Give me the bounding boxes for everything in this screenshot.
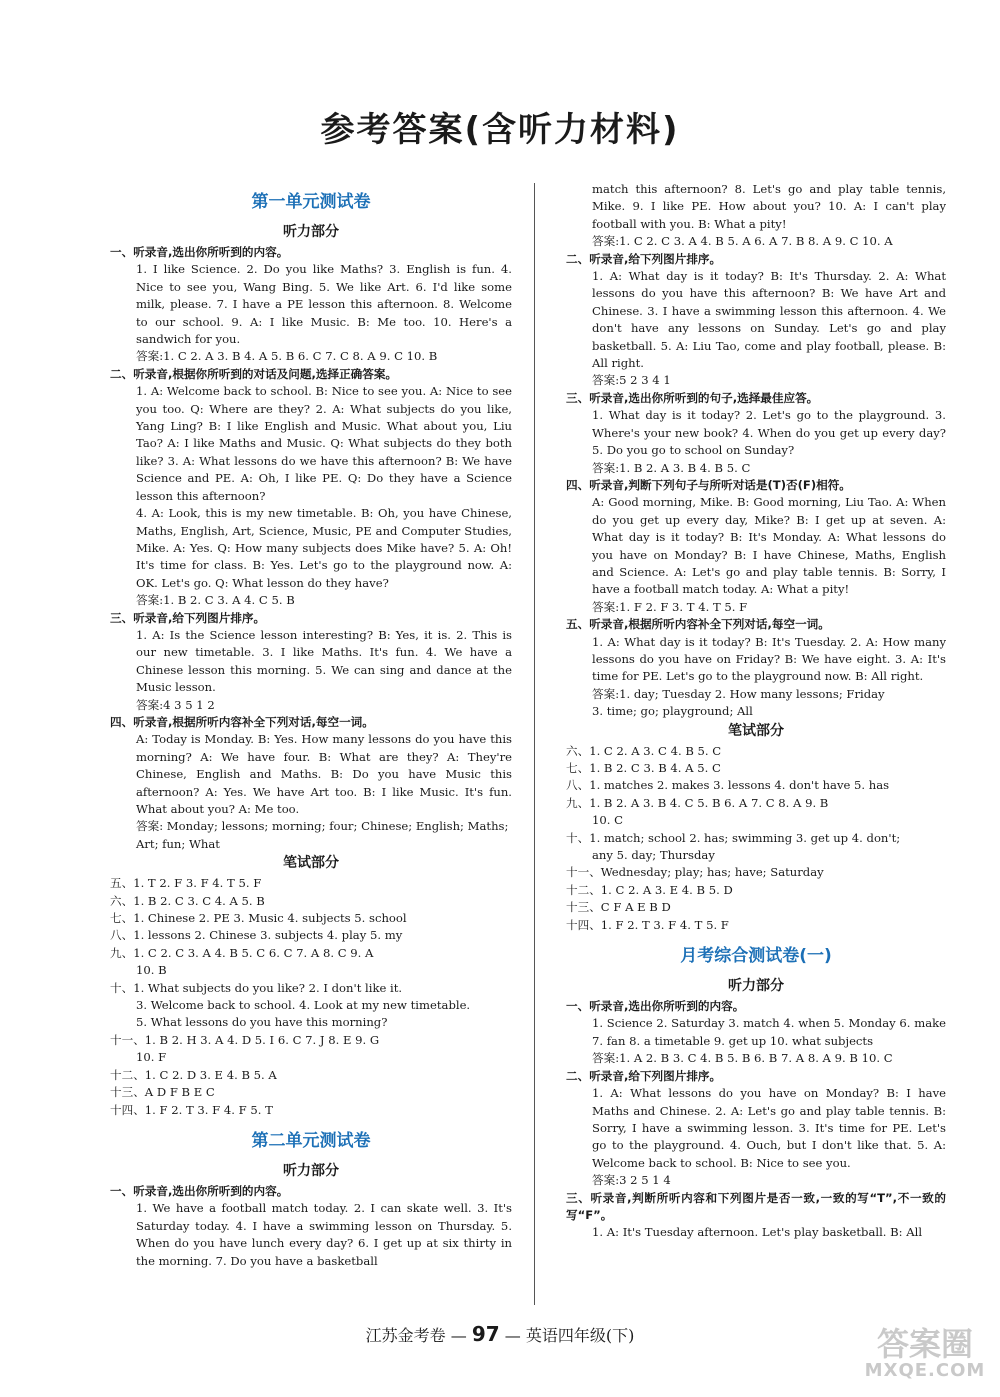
part-heading: 听力部分: [728, 978, 784, 995]
watermark-url: MXQE.COM: [864, 1360, 986, 1381]
page-title: 参考答案(含听力材料): [320, 110, 680, 150]
answer-line: 十四、1. F 2. T 3. F 4. F 5. T: [110, 1102, 273, 1117]
question-heading: 二、听录音,给下列图片排序。: [566, 251, 722, 266]
answer-line: 答案:5 2 3 4 1: [592, 373, 671, 388]
answer-line: 答案:1. C 2. C 3. A 4. B 5. A 6. A 7. B 8. A 9. C 10. A: [592, 234, 893, 249]
listening-script: 1. We have a football match today. 2. I can skate well. 3. It's Saturday today. 4. I have a swimming lesson on Thursday. 5. When do you have lunch every day? 6. I get up at six thirty in the morning. 7. Do you have a basketball: [136, 1201, 512, 1268]
answer-line: 3. time; go; playground; All: [592, 704, 753, 719]
question-heading: 三、听录音,选出你所听到的句子,选择最佳应答。: [566, 390, 819, 405]
question-heading: 三、听录音,判断所听内容和下列图片是否一致,一致的写“T”,不一致的写“F”。: [566, 1190, 946, 1222]
footer-subject: — 英语四年级(下): [504, 1326, 635, 1345]
answer-line: 十四、1. F 2. T 3. F 4. T 5. F: [566, 917, 729, 932]
listening-script: 1. A: Is the Science lesson interesting? B: Yes, it is. 2. This is our new timetable. 3. I like Maths. It's fun. 4. We have a Chinese lesson this morning. 5. We can sing and dance at the Music lesson.: [136, 627, 512, 695]
listening-script: 1. What day is it today? 2. Let's go to the playground. 3. Where's your new book? 4. When do you get up every day? 5. Do you go to school on Sunday?: [592, 408, 946, 458]
section-title: 第一单元测试卷: [251, 192, 371, 212]
answer-line: 五、1. T 2. F 3. F 4. T 5. F: [110, 876, 262, 891]
listening-script: 1. A: What day is it today? B: It's Thursday. 2. A: What lessons do you have this afternoon? B: We have Art and Chinese. 3. I have a swimming lesson this afternoon. 4. We don't have any lessons on Sunday. Let's go and play basketball. 5. A: Liu Tao, come and play football, please. B: All right.: [592, 269, 946, 371]
section-title: 第二单元测试卷: [251, 1130, 371, 1151]
footer-book-title: 江苏金考卷 —: [365, 1326, 467, 1345]
part-heading: 听力部分: [283, 1162, 339, 1179]
left-column: [110, 188, 512, 1397]
part-heading: 听力部分: [283, 224, 339, 240]
answer-line: 十三、A D F B E C: [110, 1085, 215, 1100]
section-title: 月考综合测试卷(一): [680, 946, 832, 967]
question-heading: 三、听录音,给下列图片排序。: [110, 610, 266, 625]
question-heading: 四、听录音,根据所听内容补全下列对话,每空一词。: [110, 714, 374, 729]
answer-line: 十三、C F A E B D: [566, 900, 671, 915]
listening-script: 1. A: What lessons do you have on Monday? B: I have Maths and Chinese. 2. A: Let's go and play table tennis. B: Sorry, I have a swimming lesson. 3. It's time for PE. Let's go to the playground. 4. Ouch, but I don't like that. 5. A: Welcome back to school. B: Nice to see you.: [592, 1086, 946, 1170]
answer-line: 答案:1. C 2. A 3. B 4. A 5. B 6. C 7. C 8. A 9. C 10. B: [136, 349, 438, 364]
right-column: [566, 181, 946, 1397]
listening-script: 1. A: What day is it today? B: It's Tuesday. 2. A: How many lessons do you have on Friday? B: We have eight. 3. A: It's time for PE. Let's go to the playground now. B: All right.: [592, 634, 946, 684]
answer-line: 八、1. lessons 2. Chinese 3. subjects 4. play 5. my: [110, 928, 403, 943]
answer-line: 十一、Wednesday; play; has; have; Saturday: [566, 865, 824, 880]
listening-script: A: Today is Monday. B: Yes. How many lessons do you have this morning? A: We have four. B: What are they? A: They're Chinese, English and Maths. B: Do you have Music this afternoon? A: Yes. We have Art too. B: I like Music. It's fun. What about you? A: Me too.: [136, 732, 512, 816]
listening-script: 1. Science 2. Saturday 3. match 4. when 5. Monday 6. make 7. fan 8. a timetable 9. get up 10. what subjects: [592, 1016, 946, 1048]
answer-line: 九、1. C 2. C 3. A 4. B 5. C 6. C 7. A 8. C 9. A: [110, 945, 374, 960]
answer-line: 10. C: [592, 813, 623, 828]
answer-line: 十一、1. B 2. H 3. A 4. D 5. I 6. C 7. J 8. E 9. G: [110, 1032, 380, 1047]
answer-line: any 5. day; Thursday: [592, 848, 715, 863]
page-footer: [0, 1322, 1000, 1346]
column-divider: [534, 183, 535, 1305]
answer-line: 十二、1. C 2. A 3. E 4. B 5. D: [566, 882, 733, 897]
answer-line: 答案: Monday; lessons; morning; four; Chinese; English; Maths; Art; fun; What: [136, 819, 509, 851]
page-number: 97: [471, 1322, 500, 1346]
answer-line: 六、1. B 2. C 3. C 4. A 5. B: [110, 893, 265, 908]
answer-line: 七、1. Chinese 2. PE 3. Music 4. subjects 5. school: [110, 911, 407, 926]
answer-line: 十、1. What subjects do you like? 2. I don't like it.: [110, 980, 403, 995]
listening-script: 1. A: Welcome back to school. B: Nice to see you. A: Nice to see you too. Q: Where are they? 2. A: What subjects do you like, Yang Ling? B: I like English and Music. What about you, Liu Tao? A: I like Maths and Music. Q: What subjects do they both like? 3. A: What lessons do we have this afternoon? B: We have Science and PE. A: Oh, I like PE. Q: Do they have a Science lesson this afternoon?: [136, 384, 512, 503]
question-heading: 四、听录音,判断下列句子与所听对话是(T)否(F)相符。: [566, 477, 851, 492]
answer-line: 3. Welcome back to school. 4. Look at my new timetable.: [136, 998, 471, 1013]
listening-script: 1. I like Science. 2. Do you like Maths? 3. English is fun. 4. Nice to see you, Wang Bing. 5. We like Art. 6. I'd like some milk, please. 7. I have a PE lesson this afternoon. 8. Welcome to our school. 9. A: I like Music. B: Me too. 10. Here's a sandwich for you.: [136, 262, 512, 347]
answer-line: 答案:1. B 2. A 3. B 4. B 5. C: [592, 460, 751, 475]
question-heading: 五、听录音,根据所听内容补全下列对话,每空一词。: [566, 617, 830, 632]
answer-line: 七、1. B 2. C 3. B 4. A 5. C: [566, 761, 721, 775]
listening-script: match this afternoon? 8. Let's go and play table tennis, Mike. 9. I like PE. How about you? 10. A: I can't play football with you. B: What a pity!: [592, 182, 946, 231]
answer-line: 10. B: [136, 963, 167, 978]
listening-script: 1. A: It's Tuesday afternoon. Let's play basketball. B: All: [592, 1225, 923, 1240]
listening-script: 4. A: Look, this is my new timetable. B: Oh, you have Chinese, Maths, English, Art, Science, Music, PE and Computer Studies, Mike. A: Yes. Q: How many subjects does Mike have? 5. A: Oh! It's time for class. B: Yes. Let's go to the playground now. A: OK. Let's go. Q: What lesson do they have?: [136, 506, 512, 590]
listening-script: A: Good morning, Mike. B: Good morning, Liu Tao. A: When do you get up every day, Mike? B: I get up at seven. A: What day is it today? B: It's Monday. A: What lessons do you have on Monday? B: I have Chinese, Maths, English and Science. A: Let's go and play table tennis. B: Sorry, I have a football match today. A: What a pity!: [592, 495, 946, 597]
answer-line: 答案:3 2 5 1 4: [592, 1173, 671, 1188]
part-heading: 笔试部分: [728, 722, 784, 739]
answer-line: 十、1. match; school 2. has; swimming 3. get up 4. don't;: [566, 830, 901, 845]
answer-line: 答案:4 3 5 1 2: [136, 697, 215, 712]
watermark-logo: [860, 1327, 990, 1389]
part-heading: 笔试部分: [283, 855, 339, 872]
answer-line: 答案:1. F 2. F 3. T 4. T 5. F: [592, 599, 748, 614]
question-heading: 一、听录音,选出你所听到的内容。: [566, 999, 745, 1014]
answer-line: 答案:1. A 2. B 3. C 4. B 5. B 6. B 7. A 8. A 9. B 10. C: [592, 1051, 893, 1066]
answer-line: 十二、1. C 2. D 3. E 4. B 5. A: [110, 1067, 277, 1082]
answer-line: 10. F: [136, 1050, 167, 1065]
answer-line: 八、1. matches 2. makes 3. lessons 4. don't have 5. has: [566, 778, 890, 793]
answer-line: 答案:1. day; Tuesday 2. How many lessons; Friday: [592, 686, 885, 701]
question-heading: 二、听录音,根据你所听到的对话及问题,选择正确答案。: [110, 366, 398, 381]
answer-line: 5. What lessons do you have this morning?: [136, 1015, 388, 1030]
answer-line: 答案:1. B 2. C 3. A 4. C 5. B: [136, 593, 295, 608]
watermark-text: 答案圈: [876, 1325, 973, 1363]
answer-line: 九、1. B 2. A 3. B 4. C 5. B 6. A 7. C 8. A 9. B: [566, 795, 829, 810]
question-heading: 一、听录音,选出你所听到的内容。: [110, 245, 289, 259]
question-heading: 一、听录音,选出你所听到的内容。: [110, 1183, 289, 1198]
answer-line: 六、1. C 2. A 3. C 4. B 5. C: [566, 743, 722, 758]
question-heading: 二、听录音,给下列图片排序。: [566, 1068, 722, 1083]
